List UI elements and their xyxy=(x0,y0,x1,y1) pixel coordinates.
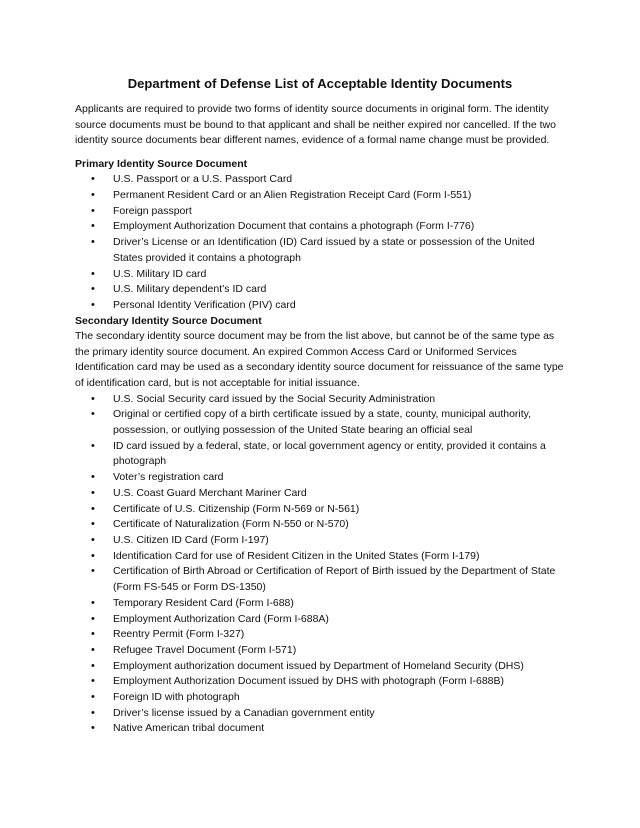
secondary-item: • Refugee Travel Document (Form I-571) xyxy=(113,643,565,659)
primary-heading: Primary Identity Source Document xyxy=(75,157,248,170)
primary-item: • U.S. Military ID card xyxy=(113,267,565,283)
primary-item: • U.S. Passport or a U.S. Passport Card xyxy=(113,172,565,188)
secondary-item: • Certificate of U.S. Citizenship (Form N-569 or N-561) xyxy=(113,502,565,518)
secondary-item: • Identification Card for use of Resident Citizen in the United States (Form I-179) xyxy=(113,549,565,565)
secondary-item: • Employment authorization document issued by Department of Homeland Security (DHS) xyxy=(113,659,565,675)
secondary-item: • Original or certified copy of a birth certificate issued by a state, county, municipal authority, possession, or outlying possession of the United State bearing an official seal xyxy=(113,407,565,438)
secondary-item: • Foreign ID with photograph xyxy=(113,690,565,706)
primary-item: • U.S. Military dependent’s ID card xyxy=(113,282,565,298)
secondary-item: • Reentry Permit (Form I-327) xyxy=(113,627,565,643)
secondary-item: • Temporary Resident Card (Form I-688) xyxy=(113,596,565,612)
primary-item: • Foreign passport xyxy=(113,204,565,220)
secondary-item: • Native American tribal document xyxy=(113,721,565,737)
secondary-item: • Certificate of Naturalization (Form N-550 or N-570) xyxy=(113,517,565,533)
secondary-item: • U.S. Social Security card issued by the Social Security Administration xyxy=(113,392,565,408)
primary-document-list xyxy=(75,172,565,313)
secondary-heading: Secondary Identity Source Document xyxy=(75,314,262,327)
intro-paragraph: Applicants are required to provide two forms of identity source documents in original form. The identity source documents must be bound to that applicant and shall be neither expired nor cancelled. If the two identity source documents bear different names, evidence of a formal name change must be provided. xyxy=(75,103,556,147)
secondary-item: • Voter’s registration card xyxy=(113,470,565,486)
primary-item: • Personal Identity Verification (PIV) card xyxy=(113,298,565,314)
secondary-item: • U.S. Citizen ID Card (Form I-197) xyxy=(113,533,565,549)
primary-item: • Permanent Resident Card or an Alien Registration Receipt Card (Form I-551) xyxy=(113,188,565,204)
secondary-item: • ID card issued by a federal, state, or local government agency or entity, provided it contains a photograph xyxy=(113,439,565,470)
secondary-document-list xyxy=(75,392,565,737)
primary-item: • Employment Authorization Document that contains a photograph (Form I-776) xyxy=(113,219,565,235)
secondary-item: • Employment Authorization Card (Form I-688A) xyxy=(113,612,565,628)
secondary-item: • Employment Authorization Document issued by DHS with photograph (Form I-688B) xyxy=(113,674,565,690)
secondary-item: • U.S. Coast Guard Merchant Mariner Card xyxy=(113,486,565,502)
document-page xyxy=(75,76,565,737)
secondary-intro-paragraph: The secondary identity source document may be from the list above, but cannot be of the same type as the primary identity source document. An expired Common Access Card or Uniformed Services Identification card may be used as a secondary identity source document for reissuance of the same type of identification card, but is not acceptable for initial issuance. xyxy=(75,330,564,390)
document-title: Department of Defense List of Acceptable Identity Documents xyxy=(127,76,513,91)
primary-item: • Driver’s License or an Identification (ID) Card issued by a state or possession of the United States provided it contains a photograph xyxy=(113,235,565,266)
secondary-item: • Driver’s license issued by a Canadian government entity xyxy=(113,706,565,722)
secondary-item: • Certification of Birth Abroad or Certification of Report of Birth issued by the Department of State (Form FS-545 or Form DS-1350) xyxy=(113,564,565,595)
